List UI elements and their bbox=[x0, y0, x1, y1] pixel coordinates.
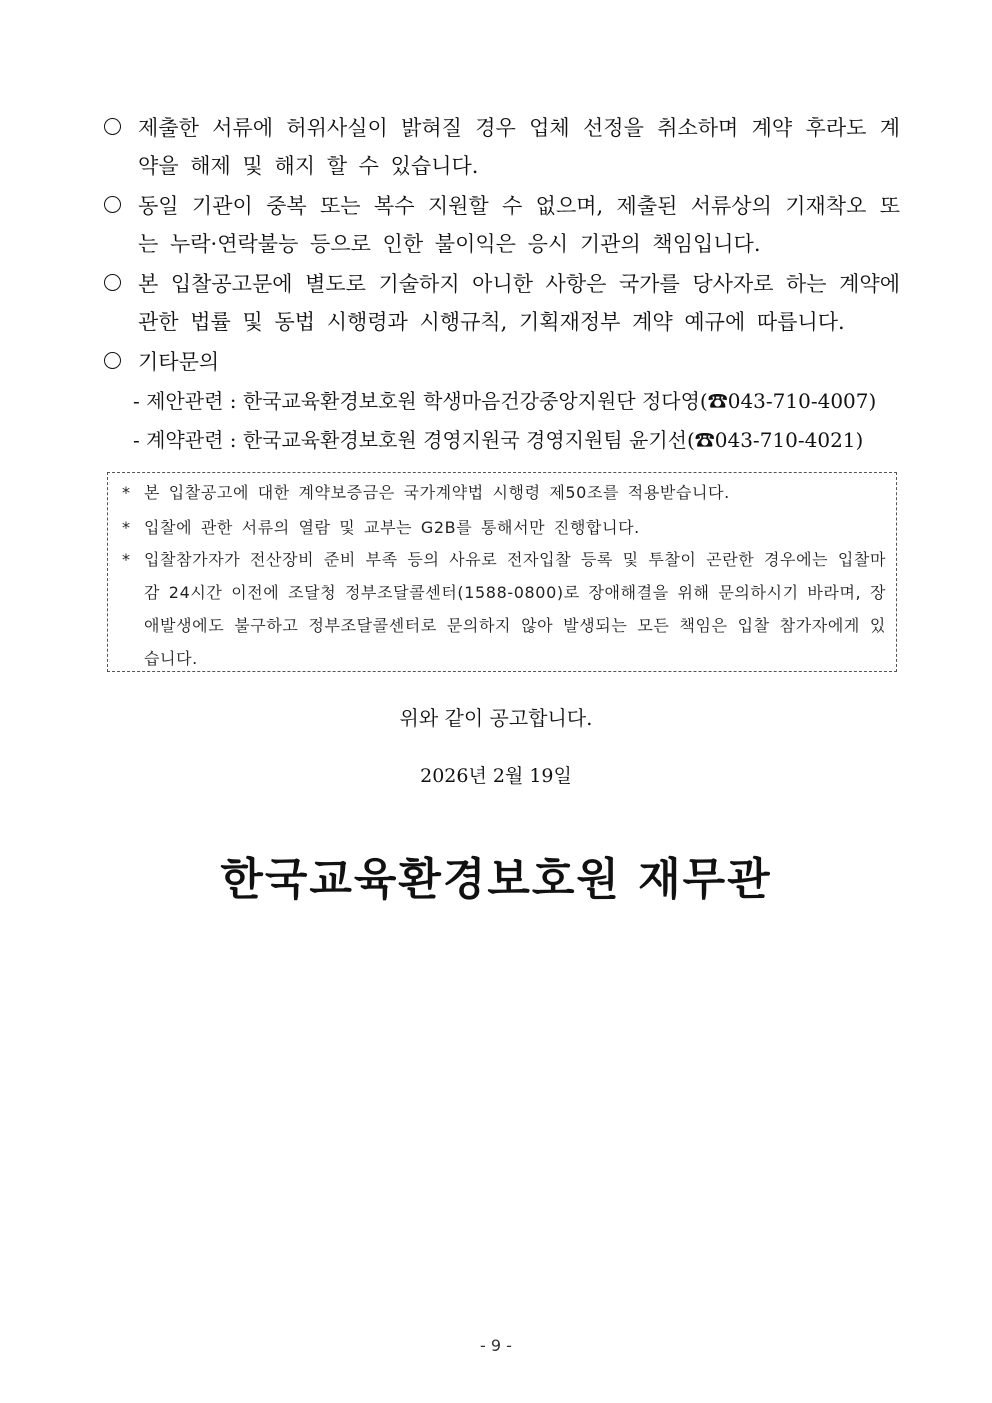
contact-contract: - 계약관련 : 한국교육환경보호원 경영지원국 경영지원팀 윤기선(☎043-710-4021) bbox=[133, 428, 864, 452]
bullet-text: 제출한 서류에 허위사실이 밝혀질 경우 업체 선정을 취소하며 계약 후라도 계약을 해제 및 해지 할 수 있습니다. bbox=[138, 116, 900, 178]
bullet-applicable-law bbox=[104, 265, 900, 341]
closing-statement: 위와 같이 공고합니다. bbox=[399, 706, 593, 730]
circle-bullet-icon bbox=[104, 118, 121, 135]
bullet-text: 동일 기관이 중복 또는 복수 지원할 수 없으며, 제출된 서류상의 기재착오 또는 누락·연락불능 등으로 인한 불이익은 응시 기관의 책임입니다. bbox=[138, 194, 900, 256]
note-text: 입찰참가자가 전산장비 준비 부족 등의 사유로 전자입찰 등록 및 투찰이 곤란한 경우에는 입찰마감 24시간 이전에 조달청 정부조달콜센터(1588-0800)로 장애해결을 위해 문의하시기 바라며, 장애발생에도 불구하고 정부조달콜센터로 문의하지 않아 발생되는 모든 책임은 입찰 참가자에게 있습니다. bbox=[144, 550, 886, 668]
page-number: - 9 - bbox=[480, 1336, 512, 1355]
note-item bbox=[122, 543, 886, 675]
circle-bullet-icon bbox=[104, 196, 121, 213]
circle-bullet-icon bbox=[104, 352, 121, 369]
contact-proposal: - 제안관련 : 한국교육환경보호원 학생마음건강중앙지원단 정다영(☎043-710-4007) bbox=[133, 389, 877, 413]
bullet-duplicate-application bbox=[104, 187, 900, 263]
issuer-signature: 한국교육환경보호원 재무관 bbox=[220, 854, 772, 905]
bullet-text: 본 입찰공고문에 별도로 기술하지 아니한 사항은 국가를 당사자로 하는 계약에 관한 법률 및 동법 시행령과 시행규칙, 기획재정부 계약 예규에 따릅니다. bbox=[138, 272, 900, 334]
note-text: 본 입찰공고에 대한 계약보증금은 국가계약법 시행령 제50조를 적용받습니다. bbox=[144, 483, 730, 502]
notice-box bbox=[107, 472, 897, 672]
asterisk-icon: * bbox=[122, 518, 130, 537]
note-item bbox=[122, 476, 886, 509]
asterisk-icon: * bbox=[122, 483, 130, 502]
bullet-text: 기타문의 bbox=[138, 350, 220, 374]
announcement-date: 2026년 2월 19일 bbox=[420, 765, 572, 787]
note-text: 입찰에 관한 서류의 열람 및 교부는 G2B를 통해서만 진행합니다. bbox=[144, 518, 640, 537]
bullet-other-inquiries bbox=[104, 343, 900, 381]
bullet-false-information bbox=[104, 109, 900, 185]
circle-bullet-icon bbox=[104, 274, 121, 291]
note-item bbox=[122, 511, 886, 544]
asterisk-icon: * bbox=[122, 550, 130, 569]
